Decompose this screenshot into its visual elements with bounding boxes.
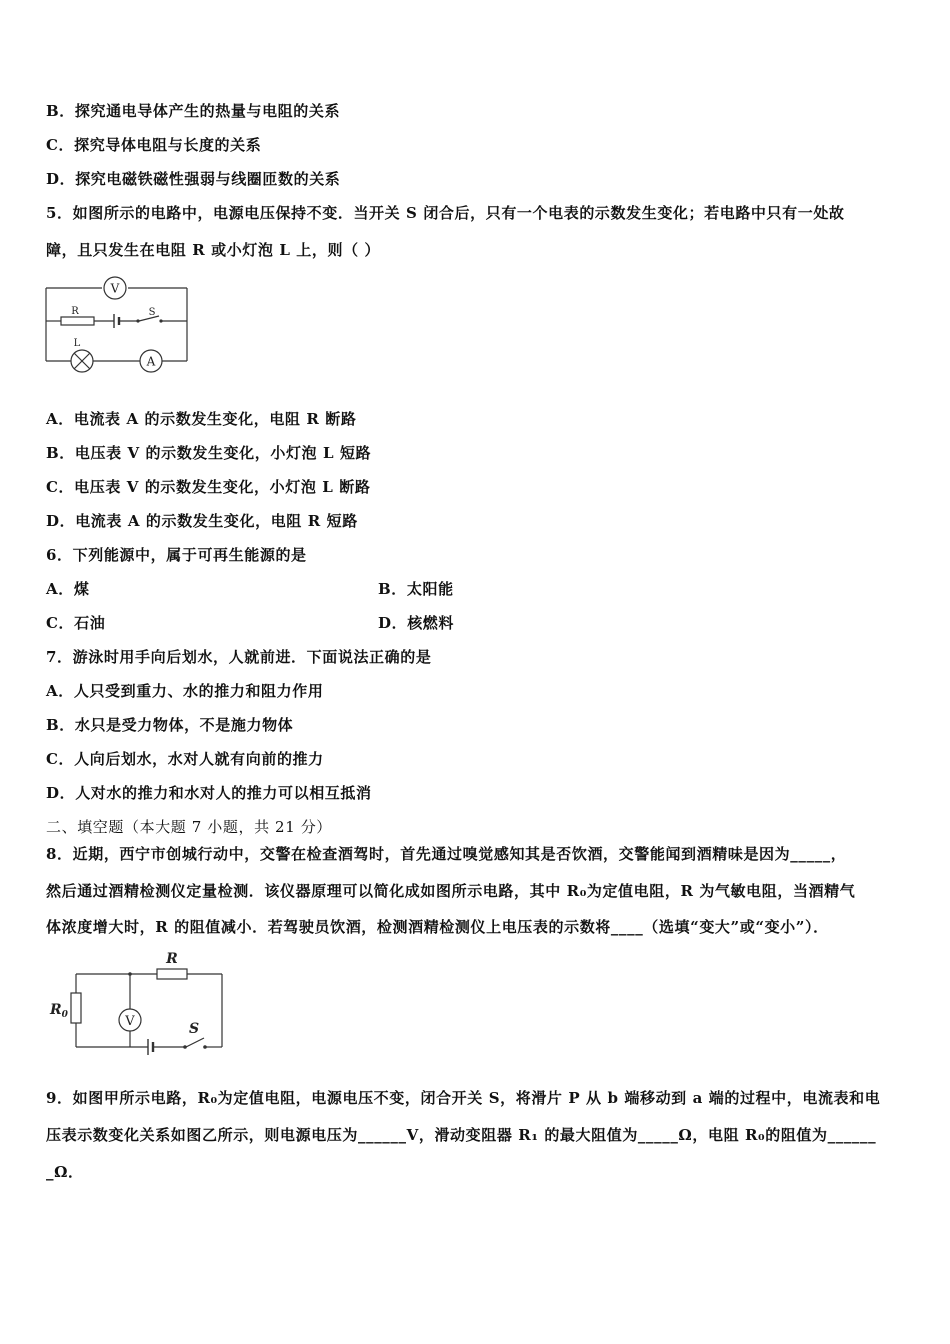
option-d-line: D．探究电磁铁磁性强弱与线圈匝数的关系 [46, 170, 341, 188]
question-8-line-2: 然后通过酒精检测仪定量检测．该仪器原理可以简化成如图所示电路，其中 R₀为定值电阻，R 为气敏电阻，当酒精气 [46, 882, 856, 900]
q6-option-b: B．太阳能 [378, 580, 454, 598]
q5-option-a: A．电流表 A 的示数发生变化，电阻 R 断路 [46, 410, 357, 428]
section-heading: 二、填空题（本大题 7 小题，共 21 分） [46, 818, 332, 836]
lamp-label: L [73, 338, 81, 349]
q6-option-d: D．核燃料 [378, 614, 455, 632]
question-6-line: 6．下列能源中，属于可再生能源的是 [46, 546, 307, 564]
question-5-line-2: 障，且只发生在电阻 R 或小灯泡 L 上，则（ ） [46, 241, 381, 259]
question-9-line-2: 压表示数变化关系如图乙所示，则电源电压为______V，滑动变阻器 R₁ 的最大阻值为_____Ω，电阻 R₀的阻值为______ [46, 1126, 877, 1144]
ammeter-label: A [146, 354, 156, 369]
switch-label: S [188, 1021, 200, 1037]
q5-option-c: C．电压表 V 的示数发生变化，小灯泡 L 断路 [46, 478, 371, 496]
voltmeter-label: V [125, 1014, 135, 1029]
question-7-line: 7．游泳时用手向后划水，人就前进．下面说法正确的是 [46, 648, 432, 666]
q5-option-b: B．电压表 V 的示数发生变化，小灯泡 L 短路 [46, 444, 372, 462]
question-9-line-3: _Ω． [46, 1163, 84, 1181]
option-c-line: C．探究导体电阻与长度的关系 [46, 136, 262, 154]
q7-option-b: B．水只是受力物体，不是施力物体 [46, 716, 294, 734]
question-8-line-3: 体浓度增大时，R 的阻值减小．若驾驶员饮酒，检测酒精检测仪上电压表的示数将____（选填“变大”或“变小”）． [46, 918, 829, 936]
resistor-r0-label: $R_0$ [50, 1002, 68, 1020]
voltmeter-label: V [110, 281, 120, 296]
q5-option-d: D．电流表 A 的示数发生变化，电阻 R 短路 [46, 512, 358, 530]
question-5-line-1: 5．如图所示的电路中，电源电压保持不变．当开关 S 闭合后，只有一个电表的示数发生变化；若电路中只有一处故 [46, 204, 845, 222]
switch-label: S [148, 307, 156, 318]
question-8-line-1: 8．近期，西宁市创城行动中，交警在检查酒驾时，首先通过嗅觉感知其是否饮酒，交警能闻到酒精味是因为_____， [46, 845, 847, 863]
q7-option-a: A．人只受到重力、水的推力和阻力作用 [46, 682, 324, 700]
circuit-diagram-q5 [44, 272, 194, 376]
resistor-r-label: R [166, 951, 178, 967]
circuit-diagram-q8 [44, 950, 234, 1056]
q6-option-a: A．煤 [46, 580, 90, 598]
q7-option-d: D．人对水的推力和水对人的推力可以相互抵消 [46, 784, 372, 802]
resistor-label: R [71, 306, 79, 317]
option-b-line: B．探究通电导体产生的热量与电阻的关系 [46, 102, 341, 120]
q6-option-c: C．石油 [46, 614, 106, 632]
q7-option-c: C．人向后划水，水对人就有向前的推力 [46, 750, 324, 768]
question-9-line-1: 9．如图甲所示电路，R₀为定值电阻，电源电压不变，闭合开关 S，将滑片 P 从 b 端移动到 a 端的过程中，电流表和电 [46, 1089, 881, 1107]
